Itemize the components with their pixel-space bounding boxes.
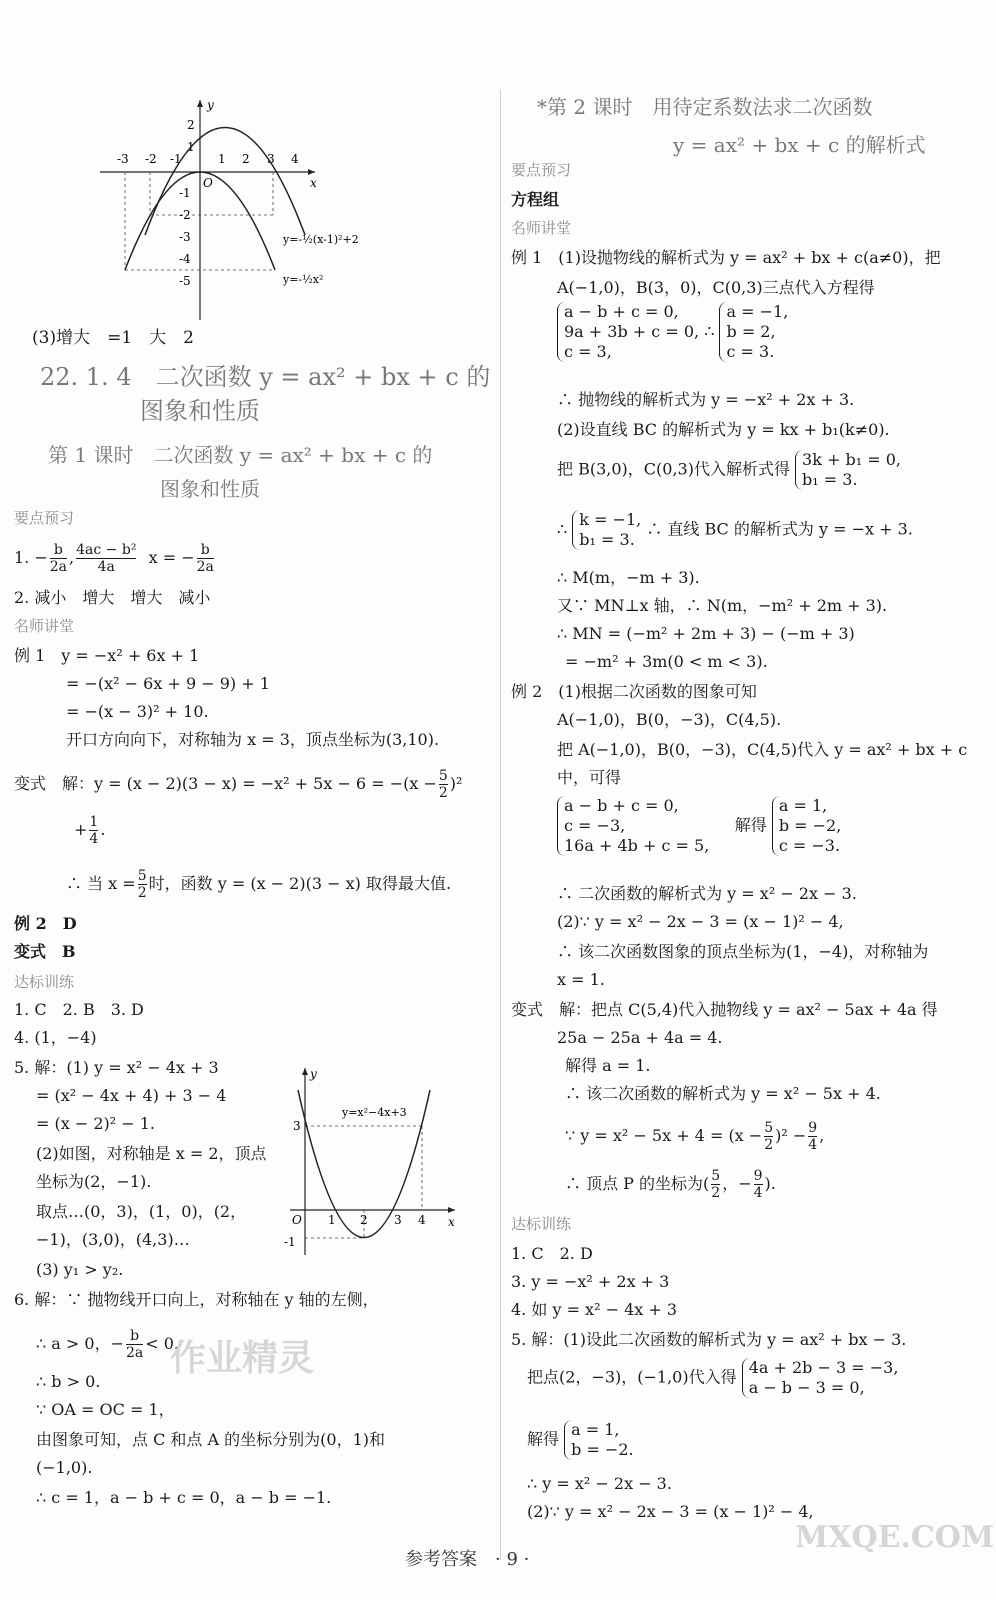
variant-line: ∴ 当 x = $\frac{5}{2}$ 时，函数 y = (x − 2)(3 − x) 取得最大值. bbox=[66, 868, 452, 901]
training-answer: (3) y₁ > y₂. bbox=[36, 1260, 124, 1279]
graph2-x-label: x bbox=[448, 1215, 455, 1229]
training-answer: (2)∵ y = x² − 2x − 3 = (x − 1)² − 4, bbox=[527, 1502, 814, 1521]
section-title-cont: 图象和性质 bbox=[140, 397, 260, 425]
section-title: 22. 1. 4 二次函数 y = ax² + bx + c 的 bbox=[40, 363, 491, 391]
training-answer: (2)如图，对称轴是 x = 2，顶点 bbox=[36, 1144, 267, 1163]
example-2-answer: 例 2 D bbox=[14, 914, 77, 933]
graph2-xtick: 3 bbox=[394, 1213, 402, 1227]
variant-line: 变式 解：y = (x − 2)(3 − x) = −x² + 5x − 6 = −(x − $\frac{5}{2}$ )² bbox=[14, 768, 463, 801]
training-answer: 1. C 2. D bbox=[511, 1244, 593, 1263]
training-answer: 由图象可知，点 C 和点 A 的坐标分别为(0，1)和 bbox=[36, 1430, 385, 1449]
fraction: $\frac{9}{4}$ bbox=[808, 1120, 818, 1153]
graph1-ytick: -5 bbox=[179, 274, 191, 288]
section-label-preview: 要点预习 bbox=[14, 509, 75, 527]
section-label-preview: 要点预习 bbox=[511, 161, 572, 179]
example-2-line: A(−1,0)，B(0，−3)，C(4,5). bbox=[557, 710, 782, 729]
training-answer: = (x² − 4x + 4) + 3 − 4 bbox=[36, 1086, 227, 1105]
example-1-line: A(−1,0)，B(3，0)，C(0,3)三点代入方程得 bbox=[557, 278, 875, 297]
training-answer: ∴ c = 1，a − b + c = 0，a − b = −1. bbox=[36, 1488, 332, 1507]
lesson-title-cont: y = ax² + bx + c 的解析式 bbox=[673, 133, 926, 157]
example-2-line: 把 A(−1,0)，B(0，−3)，C(4,5)代入 y = ax² + bx + c bbox=[557, 740, 968, 759]
fraction: $\frac{b}{2a}$ bbox=[196, 542, 214, 575]
graph1-xtick: 2 bbox=[242, 152, 250, 166]
variant-line: 变式 解：把点 C(5,4)代入抛物线 y = ax² − 5ax + 4a 得 bbox=[511, 1000, 938, 1019]
graph1-ytick: 2 bbox=[187, 118, 195, 132]
training-answer: 4. (1，−4) bbox=[14, 1028, 97, 1047]
training-answer: 坐标为(2，−1). bbox=[36, 1172, 152, 1191]
answer-line: (3)增大 =1 大 2 bbox=[32, 328, 194, 348]
fraction: $\frac{5}{2}$ bbox=[764, 1120, 774, 1153]
training-answer: ∴ b > 0. bbox=[36, 1372, 101, 1391]
graph1-curve-lower-label: y=-½x² bbox=[283, 273, 324, 286]
section-label-training: 达标训练 bbox=[511, 1215, 572, 1233]
fraction: $\frac{b}{2a}$ bbox=[49, 542, 68, 575]
preview-answer-2: 2. 减小 增大 增大 减小 bbox=[14, 588, 211, 607]
example-2-line: ∴ 该二次函数图象的顶点坐标为(1，−4)，对称轴为 bbox=[557, 942, 929, 961]
graph2-ytick: 3 bbox=[293, 1119, 301, 1133]
watermark-corner: MXQE.COM bbox=[795, 1520, 995, 1555]
variant-line: 解得 a = 1. bbox=[565, 1056, 651, 1075]
fraction: $\frac{1}{4}$ bbox=[89, 814, 99, 847]
example-2-line: 例 2 (1)根据二次函数的图象可知 bbox=[511, 682, 757, 701]
lesson-title: *第 2 课时 用待定系数法求二次函数 bbox=[537, 95, 873, 119]
example-1-line: 又∵ MN⊥x 轴，∴ N(m，−m² + 2m + 3). bbox=[557, 596, 888, 615]
graph1-ytick: -3 bbox=[179, 230, 191, 244]
variant-line: ∴ 顶点 P 的坐标为( $\frac{5}{2}$ ，− $\frac{9}{4}$ ). bbox=[565, 1168, 776, 1201]
graph1-ytick: -1 bbox=[179, 186, 191, 200]
graph1-ytick: -2 bbox=[179, 208, 191, 222]
preview-answer-1: 1. − $\frac{b}{2a}$ , $\frac{\text{4ac − b²}}{4a}$ x = − $\frac{b}{2a}$ bbox=[14, 542, 214, 575]
fraction: $\frac{b}{2a}$ bbox=[125, 1328, 144, 1361]
graph2-curve-label: y=x²−4x+3 bbox=[342, 1106, 407, 1119]
training-answer: 取点…(0，3)，(1，0)，(2， bbox=[36, 1202, 247, 1221]
graph1-curve-upper-label: y=-½(x-1)²+2 bbox=[283, 233, 359, 246]
training-answer: 3. y = −x² + 2x + 3 bbox=[511, 1272, 670, 1291]
example-2-line: ∴ 二次函数的解析式为 y = x² − 2x − 3. bbox=[557, 884, 857, 903]
training-answer: 6. 解：∵ 抛物线开口向上，对称轴在 y 轴的左侧， bbox=[14, 1290, 379, 1309]
graph1-y-label: y bbox=[207, 98, 214, 112]
graph1-xtick: -1 bbox=[170, 152, 182, 166]
training-answer: 解得 a = 1, b = −2. bbox=[527, 1420, 634, 1459]
training-answer: 5. 解：(1) y = x² − 4x + 3 bbox=[14, 1058, 219, 1077]
example-1-line: = −(x − 3)² + 10. bbox=[66, 702, 209, 721]
example-2-line: x = 1. bbox=[557, 970, 605, 989]
graph1-xtick: 1 bbox=[218, 152, 226, 166]
graph2-origin: O bbox=[292, 1213, 302, 1227]
equation-system: a − b + c = 0, c = −3, 16a + 4b + c = 5, 解得 a = 1, b = −2, c = −3. bbox=[557, 796, 841, 856]
training-answer: 1. C 2. B 3. D bbox=[14, 1000, 144, 1019]
variant-line: + $\frac{1}{4}$ . bbox=[74, 814, 106, 847]
variant-line: 25a − 25a + 4a = 4. bbox=[557, 1028, 723, 1047]
preview-answer: 方程组 bbox=[511, 190, 560, 209]
graph2-xtick: 2 bbox=[360, 1213, 368, 1227]
lesson-title-cont: 图象和性质 bbox=[160, 477, 260, 501]
graph2-xtick: 4 bbox=[418, 1213, 426, 1227]
example-1-line: = −(x² − 6x + 9 − 9) + 1 bbox=[66, 674, 270, 693]
graph2-y-label: y bbox=[310, 1067, 317, 1081]
example-1-line: ∴ MN = (−m² + 2m + 3) − (−m + 3) bbox=[557, 624, 855, 643]
column-divider bbox=[500, 90, 501, 1560]
example-1-line: (2)设直线 BC 的解析式为 y = kx + b₁(k≠0). bbox=[557, 420, 890, 439]
variant-line: ∴ 该二次函数的解析式为 y = x² − 5x + 4. bbox=[565, 1084, 881, 1103]
equation-system: a − b + c = 0, 9a + 3b + c = 0, c = 3, ∴ a = −1, b = 2, c = 3. bbox=[557, 302, 788, 362]
training-answer: 4. 如 y = x² − 4x + 3 bbox=[511, 1300, 678, 1319]
example-1-line: = −m² + 3m(0 < m < 3). bbox=[565, 652, 768, 671]
training-answer: −1)，(3,0)，(4,3)… bbox=[36, 1230, 190, 1249]
fraction: $\frac{5}{2}$ bbox=[438, 768, 448, 801]
example-1-line: ∴ k = −1, b₁ = 3. ∴ 直线 BC 的解析式为 y = −x + 3. bbox=[557, 510, 913, 549]
graph1-origin: O bbox=[203, 176, 213, 190]
fraction: $\frac{5}{2}$ bbox=[137, 868, 147, 901]
section-label-training: 达标训练 bbox=[14, 973, 75, 991]
parabola-graph-2 bbox=[280, 1060, 460, 1260]
graph1-xtick: 3 bbox=[267, 152, 275, 166]
graph2-xtick: 1 bbox=[328, 1213, 336, 1227]
fraction: $\frac{9}{4}$ bbox=[753, 1168, 763, 1201]
example-1-line: ∴ M(m，−m + 3). bbox=[557, 568, 700, 587]
example-1-line: 开口方向向下，对称轴为 x = 3，顶点坐标为(3,10). bbox=[66, 730, 440, 749]
parabola-graph-1 bbox=[95, 95, 395, 325]
section-label-lecture: 名师讲堂 bbox=[511, 219, 572, 237]
watermark: 作业精灵 bbox=[170, 1337, 315, 1379]
graph1-ytick: 1 bbox=[187, 140, 195, 154]
example-1-line: 例 1 (1)设抛物线的解析式为 y = ax² + bx + c(a≠0)，把 bbox=[511, 248, 941, 267]
training-answer: 5. 解：(1)设此二次函数的解析式为 y = ax² + bx − 3. bbox=[511, 1330, 907, 1349]
graph1-xtick: 4 bbox=[291, 152, 299, 166]
fraction: $\frac{\text{4ac − b²}}{4a}$ bbox=[76, 542, 137, 575]
training-answer: 把点(2，−3)，(−1,0)代入得 4a + 2b − 3 = −3, a − b − 3 = 0, bbox=[527, 1358, 899, 1397]
example-2-line: (2)∵ y = x² − 2x − 3 = (x − 1)² − 4, bbox=[557, 912, 844, 931]
example-1-line: 把 B(3,0)，C(0,3)代入解析式得 3k + b₁ = 0, b₁ = 3. bbox=[557, 450, 901, 489]
variant-2-answer: 变式 B bbox=[14, 942, 76, 961]
graph1-ytick: -4 bbox=[179, 252, 191, 266]
graph2-ytick: -1 bbox=[284, 1235, 296, 1249]
graph1-xtick: -3 bbox=[117, 152, 129, 166]
variant-line: ∵ y = x² − 5x + 4 = (x − $\frac{5}{2}$ )² − $\frac{9}{4}$ , bbox=[565, 1120, 825, 1153]
example-2-line: 中，可得 bbox=[557, 768, 622, 787]
example-1-line: 例 1 y = −x² + 6x + 1 bbox=[14, 646, 200, 665]
section-label-lecture: 名师讲堂 bbox=[14, 617, 75, 635]
fraction: $\frac{5}{2}$ bbox=[711, 1168, 721, 1201]
lesson-title: 第 1 课时 二次函数 y = ax² + bx + c 的 bbox=[48, 443, 433, 467]
training-answer: = (x − 2)² − 1. bbox=[36, 1114, 156, 1133]
training-answer: ∴ a > 0，− $\frac{b}{2a}$ < 0. bbox=[36, 1328, 180, 1361]
page-footer: 参考答案 · 9 · bbox=[405, 1549, 530, 1570]
training-answer: ∵ OA = OC = 1， bbox=[36, 1400, 175, 1419]
graph1-xtick: -2 bbox=[145, 152, 157, 166]
right-column bbox=[505, 0, 996, 1600]
training-answer: ∴ y = x² − 2x − 3. bbox=[527, 1474, 672, 1493]
training-answer: (−1,0). bbox=[36, 1458, 93, 1477]
graph1-x-label: x bbox=[310, 176, 317, 190]
example-1-line: ∴ 抛物线的解析式为 y = −x² + 2x + 3. bbox=[557, 390, 855, 409]
